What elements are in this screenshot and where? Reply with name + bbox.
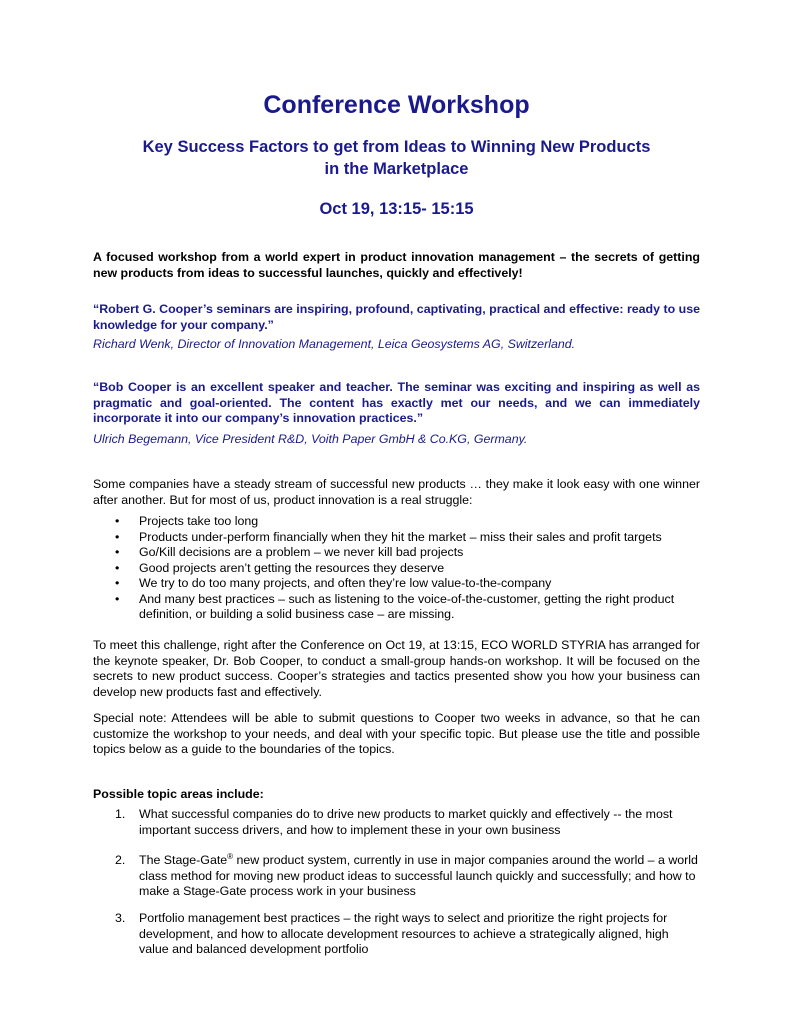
subtitle-line-2: in the Marketplace (324, 160, 469, 178)
list-item (93, 514, 700, 530)
topic-text-part: new product system, currently in use in major companies around the world – a world class method for moving new product ideas to successful launch quickly and successfully; and how to make a Stage-Gate process work in your business (139, 853, 698, 898)
list-item (93, 807, 700, 838)
bullet-text: Projects take too long (139, 514, 259, 528)
topic-text-part: The Stage-Gate (139, 853, 228, 867)
topic-text: What successful companies do to drive new products to market quickly and effectively -- the most important success drivers, and how to implement these in your own business (139, 807, 673, 837)
list-item (93, 911, 700, 958)
topics-heading: Possible topic areas include: (93, 787, 264, 801)
page-title: Conference Workshop (263, 91, 530, 119)
bullet-text: We try to do too many projects, and often they’re low value-to-the-company (139, 576, 552, 590)
problem-paragraph: Some companies have a steady stream of successful new products … they make it look easy with one winner after another. But for most of us, product innovation is a real struggle: (93, 477, 700, 507)
problem-bullet-list (93, 514, 700, 623)
bullet-icon: • (115, 576, 120, 590)
special-note-paragraph: Special note: Attendees will be able to submit questions to Cooper two weeks in advance, so that he can customize the workshop to your needs, and deal with your specific topic. But please use the title and possible topics below as a guide to the boundaries of the topics. (93, 711, 700, 756)
testimonial-quote-1: “Robert G. Cooper’s seminars are inspiring, profound, captivating, practical and effective: ready to use knowledge for your company.” (93, 302, 700, 332)
bullet-icon: • (115, 591, 120, 606)
topic-number: 3. (115, 911, 126, 925)
registered-mark: ® (227, 851, 234, 861)
testimonial-quote-2: “Bob Cooper is an excellent speaker and teacher. The seminar was exciting and inspiring as well as pragmatic and goal-oriented. The content has exactly met our needs, and we can immediately incorporate it into our company’s innovation practices.” (93, 380, 700, 425)
intro-paragraph: A focused workshop from a world expert in product innovation management – the secrets of getting new products from ideas to successful launches, quickly and effectively! (93, 250, 700, 280)
topic-text (93, 853, 700, 900)
list-item (93, 530, 700, 546)
event-date: Oct 19, 13:15- 15:15 (319, 200, 474, 218)
bullet-text: Good projects aren’t getting the resources they deserve (139, 560, 445, 575)
list-item (93, 853, 700, 900)
list-item (93, 576, 700, 592)
subtitle-line-1: Key Success Factors to get from Ideas to Winning New Products (142, 138, 651, 156)
bullet-icon: • (115, 514, 120, 528)
bullet-text: Products under-perform financially when they hit the market – miss their sales and profit targets (139, 529, 662, 544)
page-subtitle (93, 136, 700, 180)
bullet-text: Go/Kill decisions are a problem – we never kill bad projects (139, 545, 464, 559)
topic-text: Portfolio management best practices – the right ways to select and prioritize the right projects for development, and how to allocate development resources to achieve a strategically aligned, high value and balanced development portfolio (139, 911, 669, 956)
challenge-paragraph: To meet this challenge, right after the Conference on Oct 19, at 13:15, ECO WORLD STYRIA has arranged for the keynote speaker, Dr. Bob Cooper, to conduct a small-group hands-on workshop. It will be focused on the secrets to new product success. Cooper’s strategies and tactics presented show you how your business can develop new products fast and effectively. (93, 638, 700, 699)
topic-number: 1. (115, 807, 126, 821)
testimonial-author-2: Ulrich Begemann, Vice President R&D, Voith Paper GmbH & Co.KG, Germany. (93, 432, 528, 446)
list-item (93, 545, 700, 561)
bullet-icon: • (115, 529, 120, 544)
bullet-icon: • (115, 560, 120, 575)
list-item (93, 561, 700, 577)
topic-number: 2. (115, 853, 126, 867)
bullet-text: And many best practices – such as listening to the voice-of-the-customer, getting the right product definition, or building a solid business case – are missing. (139, 591, 675, 621)
bullet-icon: • (115, 545, 120, 559)
testimonial-author-1: Richard Wenk, Director of Innovation Management, Leica Geosystems AG, Switzerland. (93, 337, 576, 351)
list-item (93, 592, 700, 623)
